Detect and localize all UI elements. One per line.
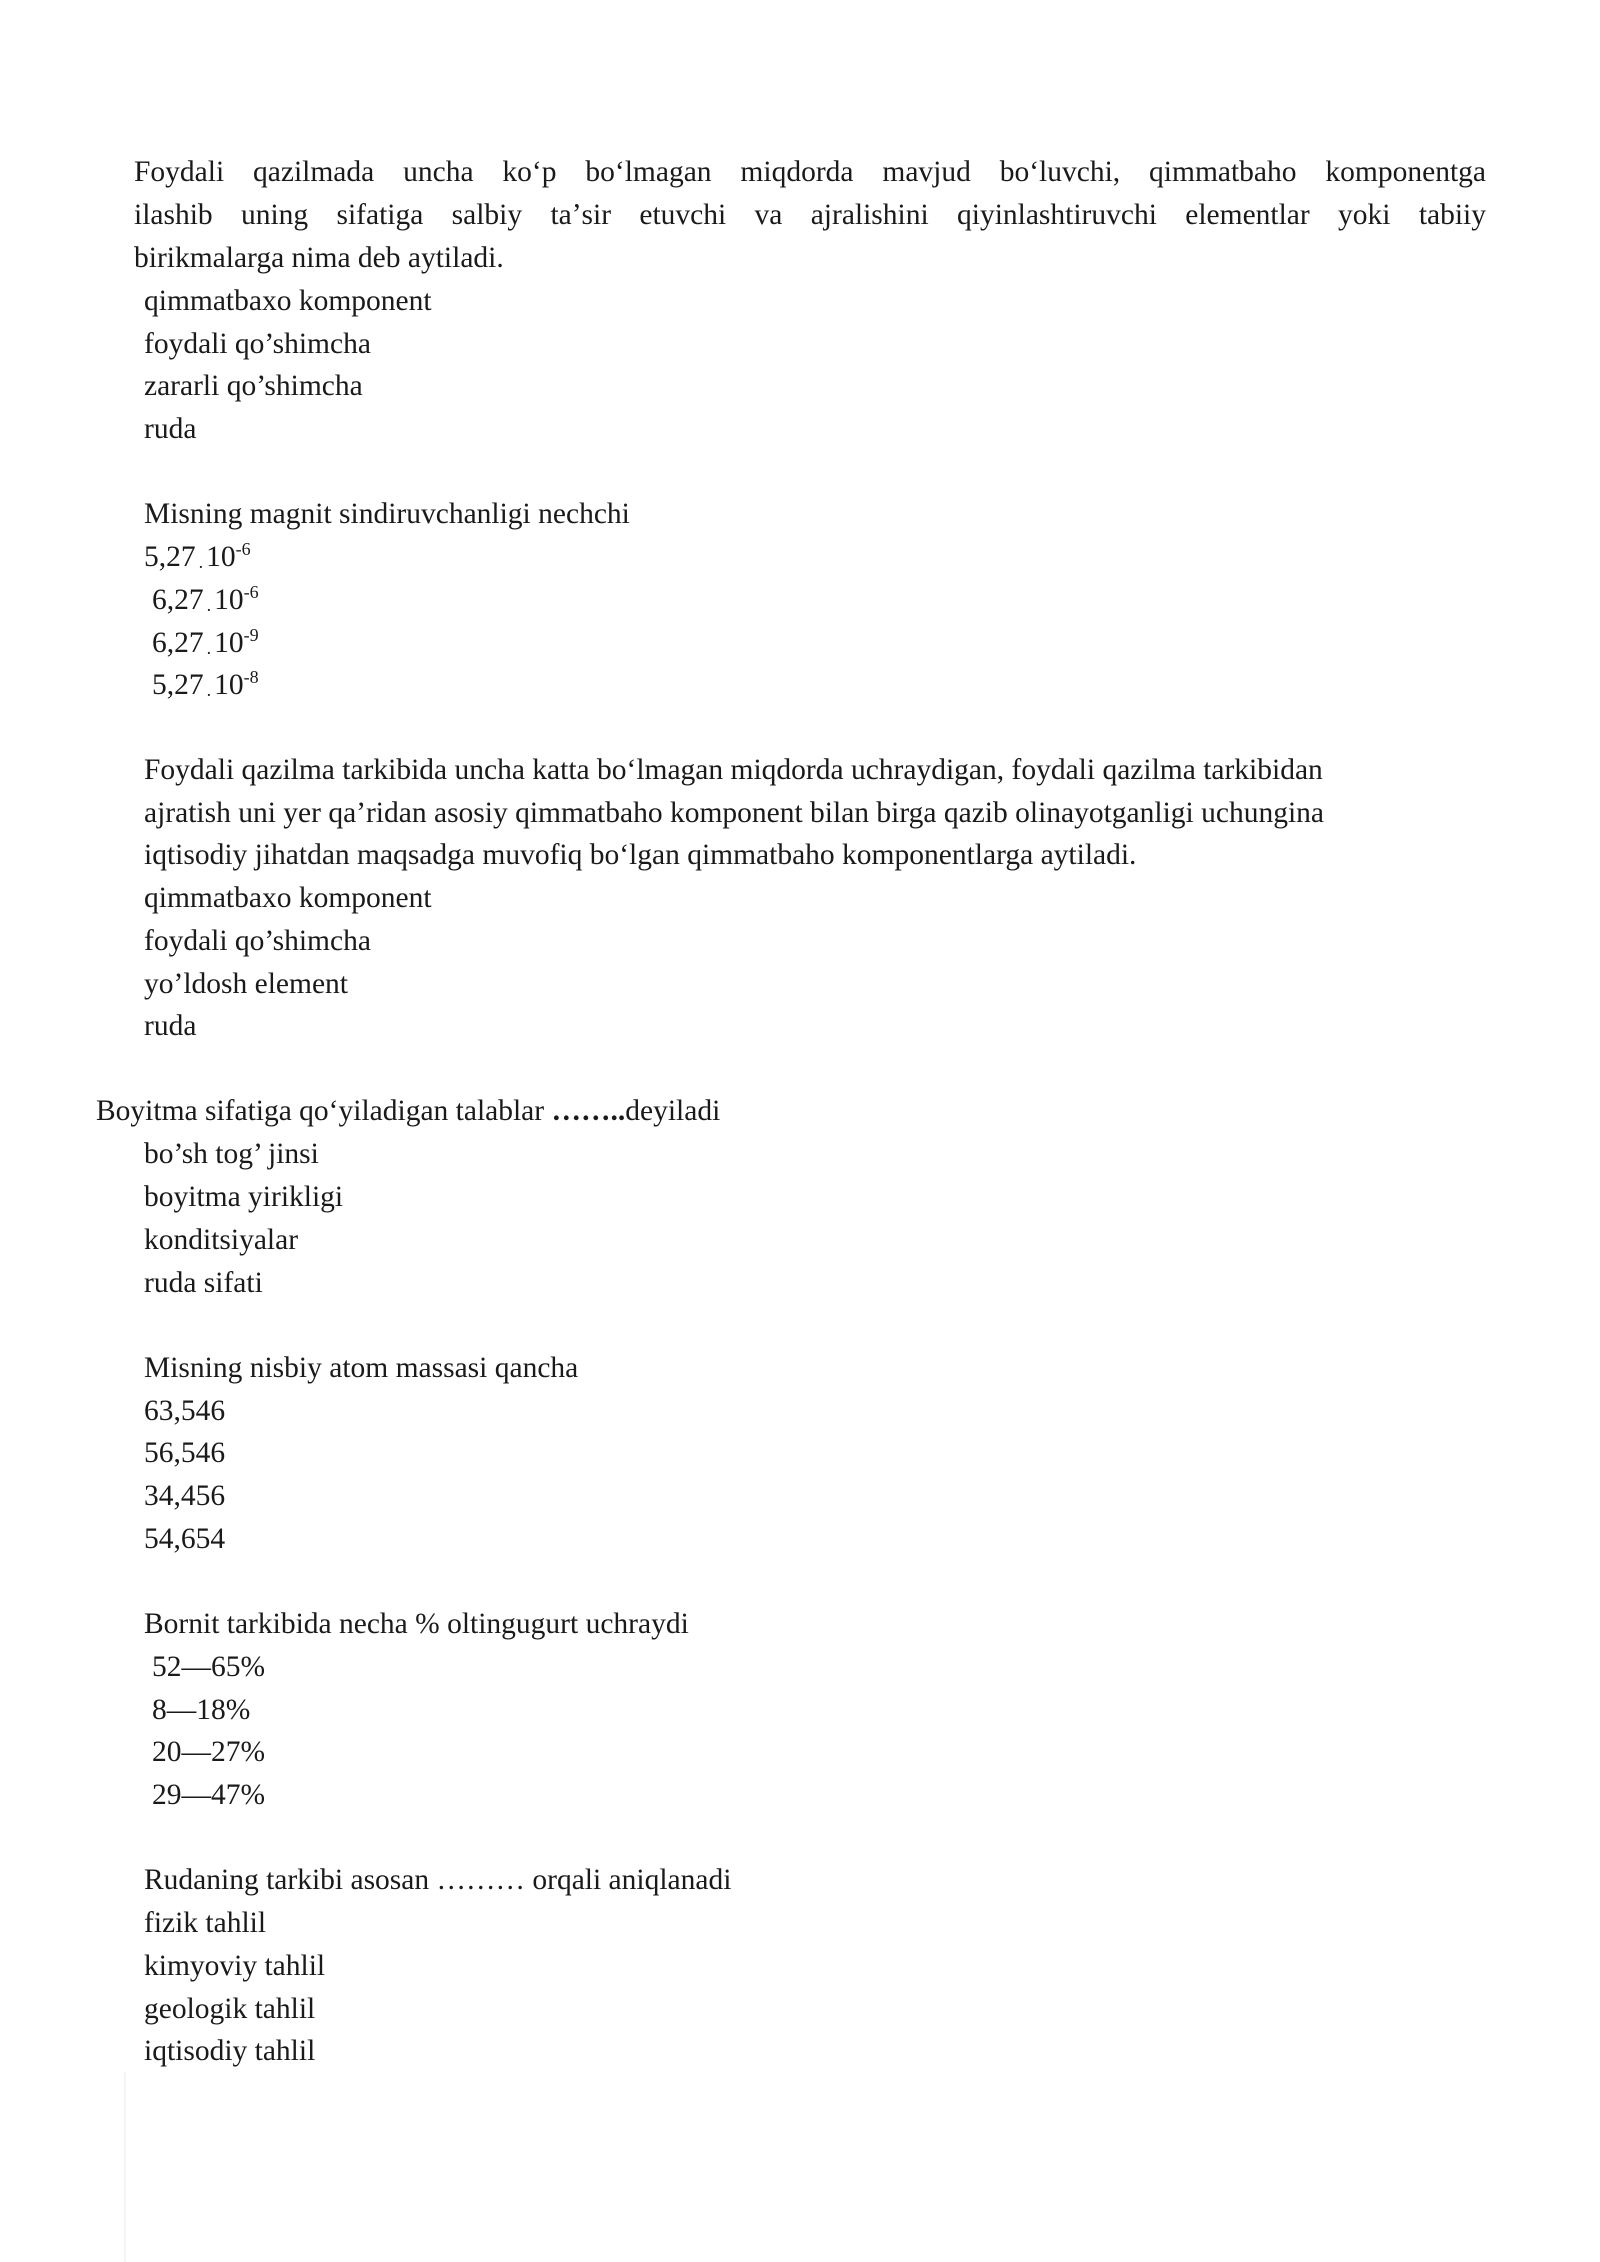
faint-margin-line: [124, 2072, 126, 2262]
option-exponent: -9: [243, 625, 259, 645]
question-1-option: foydali qo’shimcha: [144, 328, 371, 360]
question-7-text: Rudaning tarkibi asosan ……… orqali aniqlanadi: [144, 1864, 732, 1896]
question-2-option: [152, 579, 259, 622]
question-2-option: [152, 622, 259, 665]
multiply-dot: .: [206, 680, 212, 700]
option-base: 10: [214, 669, 244, 701]
question-4-option: ruda sifati: [144, 1267, 263, 1299]
question-6-option: 52—65%: [152, 1651, 266, 1683]
question-1-option: zararli qo’shimcha: [144, 370, 363, 402]
question-3-line: ajratish uni yer qa’ridan asosiy qimmatbaho komponent bilan birga qazib olinayotganligi uchungina: [144, 797, 1324, 829]
option-base: 10: [214, 627, 244, 659]
question-6-text: Bornit tarkibida necha % oltingugurt uchraydi: [144, 1608, 689, 1640]
question-5-option: 34,456: [144, 1480, 226, 1512]
question-2-option: [152, 664, 259, 707]
question-4-start: Boyitma sifatiga qoʻyiladigan talablar: [96, 1095, 552, 1127]
question-3-option: qimmatbaxo komponent: [144, 882, 432, 914]
question-2-option: [144, 536, 251, 579]
option-exponent: -6: [243, 582, 259, 602]
question-7-option: kimyoviy tahlil: [144, 1950, 326, 1982]
option-base: 10: [206, 541, 236, 573]
option-mantissa: 5,27: [144, 541, 196, 573]
question-7-option: fizik tahlil: [144, 1907, 267, 1939]
question-1-option: ruda: [144, 413, 197, 445]
question-7-option: geologik tahlil: [144, 1993, 316, 2025]
option-mantissa: 6,27: [152, 584, 204, 616]
multiply-dot: .: [206, 595, 212, 615]
question-7-option: iqtisodiy tahlil: [144, 2035, 316, 2067]
question-1-text: [134, 151, 1486, 280]
option-exponent: -8: [243, 667, 259, 687]
question-6-option: 20—27%: [152, 1736, 266, 1768]
option-exponent: -6: [235, 539, 251, 559]
option-mantissa: 6,27: [152, 627, 204, 659]
question-6-option: 29—47%: [152, 1779, 266, 1811]
multiply-dot: .: [206, 638, 212, 658]
question-6-option: 8—18%: [152, 1694, 251, 1726]
question-2-text: Misning magnit sindiruvchanligi nechchi: [144, 498, 630, 530]
option-mantissa: 5,27: [152, 669, 204, 701]
option-base: 10: [214, 584, 244, 616]
question-3-line: iqtisodiy jihatdan maqsadga muvofiq boʻlgan qimmatbaho komponentlarga aytiladi.: [144, 839, 1137, 871]
question-3-option: foydali qo’shimcha: [144, 925, 371, 957]
question-3-line: Foydali qazilma tarkibida uncha katta boʻlmagan miqdorda uchraydigan, foydali qazilma tarkibidan: [144, 754, 1323, 786]
question-4-option: bo’sh tog’ jinsi: [144, 1138, 319, 1170]
question-4-blank: ……..: [551, 1095, 626, 1127]
question-1-line: birikmalarga nima deb aytiladi.: [134, 242, 504, 274]
multiply-dot: .: [198, 552, 204, 572]
question-1-option: qimmatbaxo komponent: [144, 285, 432, 317]
question-1-line: ilashib uning sifatiga salbiy taʼsir etuvchi va ajralishini qiyinlashtiruvchi elementlar yoki tabiiy: [134, 199, 1486, 231]
question-3-option: ruda: [144, 1010, 197, 1042]
question-4-text: [96, 1090, 720, 1133]
question-5-option: 63,546: [144, 1395, 226, 1427]
question-5-option: 54,654: [144, 1523, 226, 1555]
question-4-option: boyitma yirikligi: [144, 1181, 344, 1213]
question-1-line: Foydali qazilmada uncha koʻp boʻlmagan miqdorda mavjud boʻluvchi, qimmatbaho komponentga: [134, 156, 1486, 188]
question-4-option: konditsiyalar: [144, 1224, 299, 1256]
question-5-text: Misning nisbiy atom massasi qancha: [144, 1352, 579, 1384]
question-5-option: 56,546: [144, 1437, 226, 1469]
question-3-option: yo’ldosh element: [144, 968, 348, 1000]
question-4-end: deyiladi: [625, 1095, 721, 1127]
